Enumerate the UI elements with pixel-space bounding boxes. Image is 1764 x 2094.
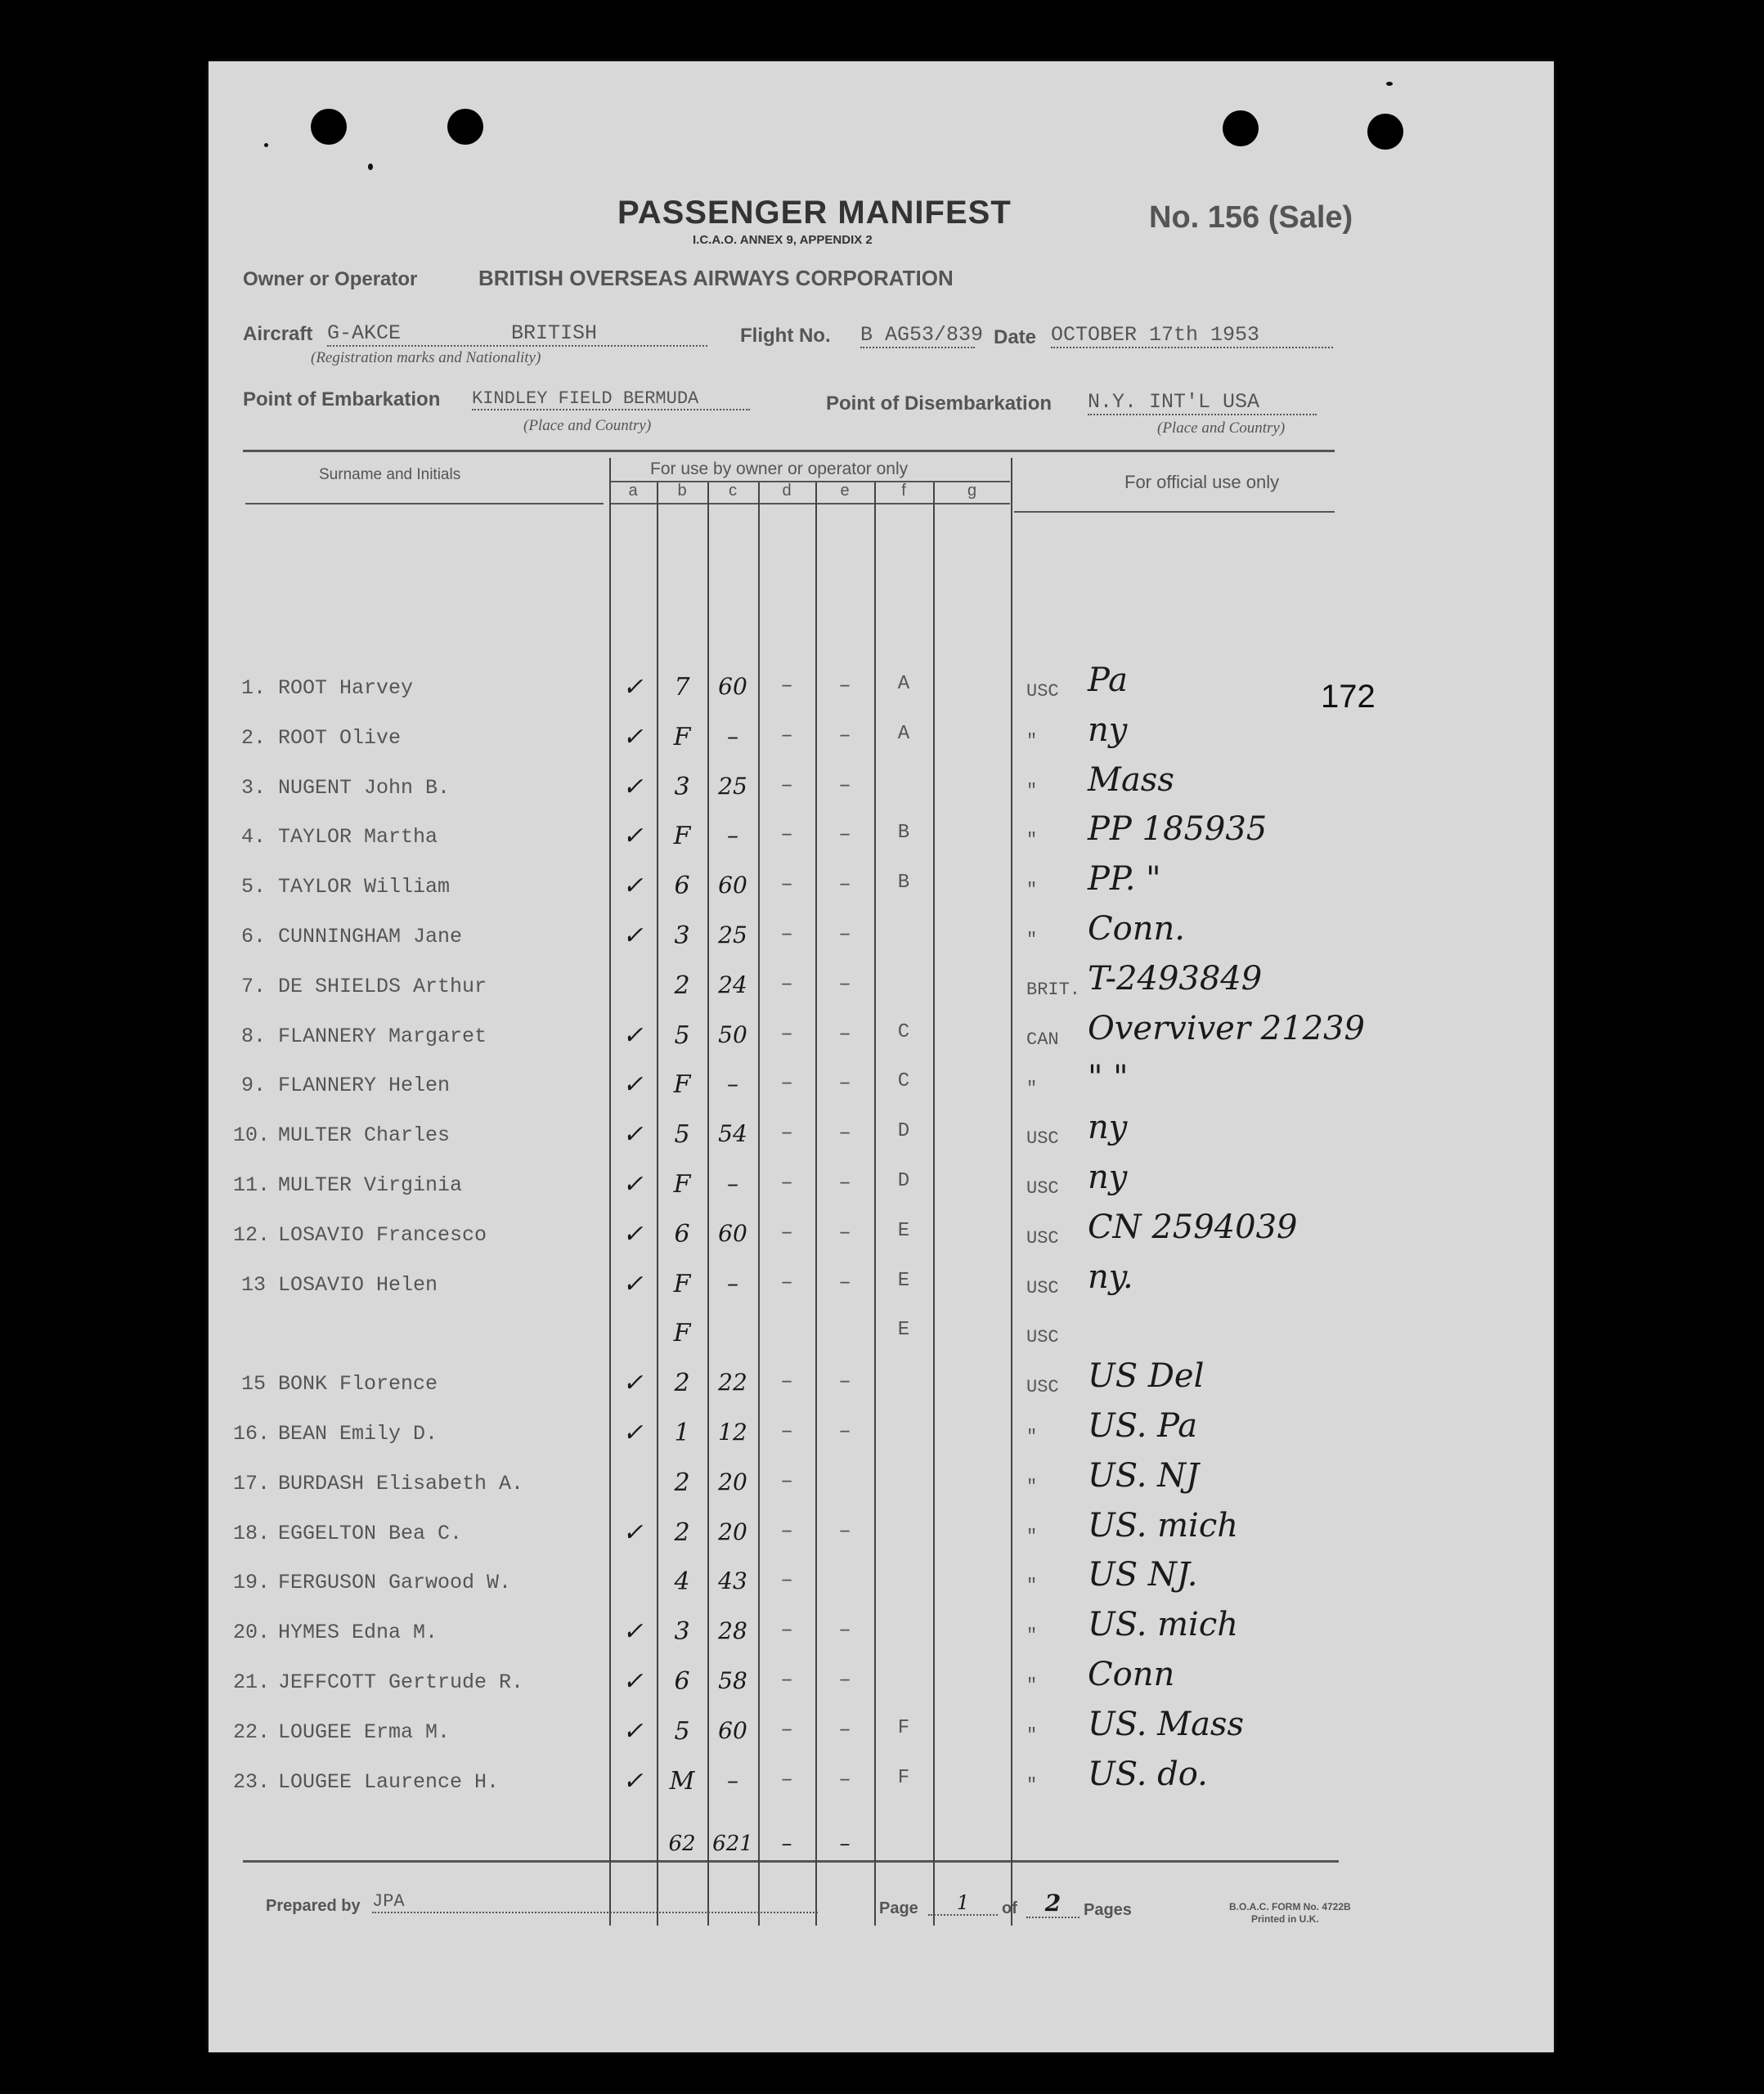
cell-e: –: [838, 723, 851, 747]
nationality-code: ": [1026, 1675, 1038, 1696]
cell-a: ✓: [622, 1021, 644, 1050]
flight-label: Flight No.: [740, 325, 831, 347]
nationality-code: ": [1026, 1576, 1038, 1596]
nationality-code: ": [1026, 930, 1038, 950]
official-note: " ": [1088, 1059, 1129, 1096]
total-e: –: [839, 1832, 851, 1856]
cell-d: –: [780, 1170, 793, 1195]
cell-b: 5: [674, 1120, 690, 1149]
cell-e: –: [838, 773, 851, 797]
nationality-code: ": [1026, 830, 1038, 850]
disembark-value: N.Y. INT'L USA: [1088, 390, 1317, 415]
cell-c: 28: [718, 1617, 747, 1644]
cell-f: B: [897, 872, 910, 894]
row-number: 4.: [241, 825, 267, 849]
cell-f: F: [897, 1767, 910, 1789]
cell-b: 5: [674, 1021, 690, 1050]
cell-d: –: [780, 971, 793, 996]
official-note: Conn.: [1088, 910, 1185, 948]
nationality-code: USC: [1026, 1178, 1059, 1199]
official-note: Pa: [1088, 661, 1128, 699]
embark-label: Point of Embarkation: [243, 388, 441, 410]
cell-e: –: [838, 1021, 851, 1046]
passenger-name: HYMES Edna M.: [278, 1621, 438, 1644]
cell-a: ✓: [622, 1120, 644, 1149]
date-value: OCTOBER 17th 1953: [1051, 323, 1333, 348]
prepared-value: JPA: [372, 1891, 818, 1913]
row-number: 7.: [241, 975, 267, 998]
cell-c: 60: [718, 673, 747, 700]
row-number: 22.: [233, 1720, 271, 1744]
cell-b: 3: [674, 1617, 690, 1646]
cell-d: –: [780, 822, 793, 846]
passenger-name: NUGENT John B.: [278, 776, 451, 800]
nationality-code: USC: [1026, 1128, 1059, 1149]
cell-b: 2: [674, 1369, 690, 1397]
passenger-name: LOSAVIO Francesco: [278, 1223, 487, 1247]
official-note: Overviver 21239: [1088, 1010, 1365, 1047]
cell-f: C: [897, 1070, 910, 1092]
cell-c: –: [727, 822, 738, 849]
passenger-name: EGGELTON Bea C.: [278, 1522, 463, 1545]
page-subtitle: I.C.A.O. ANNEX 9, APPENDIX 2: [693, 233, 873, 247]
cell-a: ✓: [622, 673, 644, 702]
cell-a: ✓: [622, 1419, 644, 1447]
passenger-name: ROOT Olive: [278, 726, 402, 750]
cell-d: –: [780, 1617, 793, 1642]
official-note: PP. ": [1088, 860, 1161, 898]
cell-d: –: [780, 1567, 793, 1592]
cell-e: –: [838, 872, 851, 896]
cell-b: 7: [674, 673, 690, 702]
cell-b: F: [673, 822, 691, 850]
column-rule: [758, 482, 760, 1926]
cell-f: E: [897, 1270, 910, 1292]
row-number: 3.: [241, 776, 267, 800]
passenger-name: FLANNERY Margaret: [278, 1025, 487, 1048]
official-note: US Del: [1088, 1357, 1205, 1395]
cell-f: B: [897, 822, 910, 844]
cell-c: –: [727, 1070, 738, 1097]
cell-c: 25: [718, 921, 747, 948]
column-rule: [815, 482, 817, 1926]
row-number: 15: [241, 1372, 267, 1396]
cell-d: –: [780, 1518, 793, 1543]
cell-e: –: [838, 971, 851, 996]
cell-e: –: [838, 1369, 851, 1393]
surname-header: Surname and Initials: [319, 466, 461, 483]
disembark-caption: (Place and Country): [1157, 419, 1286, 437]
cell-b: 6: [674, 1220, 690, 1249]
cell-b: F: [673, 723, 691, 751]
prepared-label: Prepared by: [266, 1897, 361, 1915]
cell-e: –: [838, 822, 851, 846]
column-rule: [874, 482, 876, 1926]
official-note: Mass: [1088, 761, 1174, 799]
cell-b: 5: [674, 1717, 690, 1746]
cell-f: C: [897, 1021, 910, 1043]
manifest-sheet: [209, 61, 1554, 2052]
official-note: CN 2594039: [1088, 1208, 1298, 1246]
passenger-name: BURDASH Elisabeth A.: [278, 1472, 524, 1495]
aircraft-value: [327, 321, 707, 347]
cell-e: –: [838, 1419, 851, 1443]
cell-d: –: [780, 1468, 793, 1493]
table-top-rule: [243, 450, 1335, 452]
passenger-name: LOUGEE Erma M.: [278, 1720, 451, 1744]
cell-a: ✓: [622, 1518, 644, 1547]
row-number: 13: [241, 1273, 267, 1297]
cell-e: –: [838, 1120, 851, 1145]
cell-c: 22: [718, 1369, 747, 1396]
cell-a: ✓: [622, 1717, 644, 1746]
cell-c: –: [727, 1270, 738, 1297]
row-number: 16.: [233, 1422, 271, 1446]
cell-f: F: [897, 1717, 910, 1739]
official-note: US NJ.: [1088, 1556, 1198, 1594]
of-label: of: [1002, 1899, 1017, 1917]
of-value: 2: [1026, 1890, 1079, 1918]
official-header: For official use only: [1124, 472, 1280, 492]
nationality-code: ": [1026, 1078, 1038, 1099]
cell-e: –: [838, 1767, 851, 1791]
cell-c: 20: [718, 1518, 747, 1545]
cell-a: ✓: [622, 773, 644, 801]
row-number: 2.: [241, 726, 267, 750]
column-header-a: a: [628, 482, 638, 500]
cell-e: –: [838, 673, 851, 697]
row-number: 9.: [241, 1074, 267, 1097]
cell-a: ✓: [622, 1617, 644, 1646]
aircraft-registration: G-AKCE: [327, 321, 402, 345]
punch-hole: [447, 109, 483, 145]
row-number: 18.: [233, 1522, 271, 1545]
nationality-code: ": [1026, 781, 1038, 801]
cell-c: 20: [718, 1468, 747, 1495]
row-number: 6.: [241, 925, 267, 948]
total-c: 621: [712, 1832, 753, 1856]
nationality-code: ": [1026, 1625, 1038, 1646]
nationality-code: BRIT.: [1026, 980, 1081, 1000]
cell-c: 50: [718, 1021, 747, 1048]
row-number: 8.: [241, 1025, 267, 1048]
cell-b: 3: [674, 921, 690, 950]
nationality-code: ": [1026, 1775, 1038, 1796]
cell-d: –: [780, 1120, 793, 1145]
official-note: ny: [1088, 711, 1128, 749]
row-number: 5.: [241, 875, 267, 899]
row-number: 12.: [233, 1223, 271, 1247]
date-label: Date: [994, 326, 1037, 348]
official-note: PP 185935: [1088, 810, 1268, 848]
cell-e: –: [838, 1717, 851, 1742]
column-header-e: e: [840, 482, 850, 500]
cell-b: 2: [674, 971, 690, 1000]
cell-f: D: [897, 1170, 910, 1192]
cell-c: –: [727, 1767, 738, 1794]
passenger-name: DE SHIELDS Arthur: [278, 975, 487, 998]
cell-b: 6: [674, 1667, 690, 1696]
cell-a: ✓: [622, 1270, 644, 1298]
page-label: Page: [879, 1899, 918, 1917]
cell-c: 12: [718, 1419, 747, 1446]
official-note: US. NJ: [1088, 1457, 1200, 1495]
cell-b: F: [673, 1170, 691, 1199]
cell-b: 6: [674, 872, 690, 900]
embark-value: KINDLEY FIELD BERMUDA: [472, 388, 750, 410]
cell-b: 2: [674, 1468, 690, 1497]
passenger-name: FERGUSON Garwood W.: [278, 1571, 512, 1594]
cell-e: –: [838, 1220, 851, 1244]
cell-d: –: [780, 773, 793, 797]
official-note: US. mich: [1088, 1507, 1239, 1545]
column-header-c: c: [729, 482, 737, 500]
row-number: 11.: [233, 1173, 271, 1197]
passenger-name: ROOT Harvey: [278, 676, 414, 700]
cell-e: –: [838, 1270, 851, 1294]
official-note: US. do.: [1088, 1755, 1208, 1793]
cell-d: –: [780, 872, 793, 896]
speck: [368, 164, 373, 170]
column-header-f: f: [901, 482, 906, 500]
cell-a: ✓: [622, 872, 644, 900]
cell-f: D: [897, 1120, 910, 1142]
surname-underline: [245, 503, 604, 504]
cell-b: F: [673, 1319, 691, 1347]
speck: [1386, 82, 1393, 86]
total-d: –: [781, 1832, 792, 1856]
passenger-name: TAYLOR Martha: [278, 825, 438, 849]
punch-hole: [311, 109, 347, 145]
official-note: ny.: [1088, 1258, 1133, 1296]
passenger-name: TAYLOR William: [278, 875, 451, 899]
nationality-code: ": [1026, 1477, 1038, 1497]
nationality-code: USC: [1026, 681, 1059, 702]
nationality-code: ": [1026, 731, 1038, 751]
official-note: Conn: [1088, 1656, 1175, 1693]
cell-c: 24: [718, 971, 747, 998]
cell-d: –: [780, 1220, 793, 1244]
official-note: T-2493849: [1088, 960, 1263, 998]
passenger-name: JEFFCOTT Gertrude R.: [278, 1670, 524, 1694]
cell-e: –: [838, 1170, 851, 1195]
cell-b: 3: [674, 773, 690, 801]
cell-c: 43: [718, 1567, 747, 1594]
cell-d: –: [780, 1369, 793, 1393]
cell-f: A: [897, 723, 910, 745]
nationality-code: ": [1026, 880, 1038, 900]
passenger-name: MULTER Virginia: [278, 1173, 463, 1197]
cell-c: 60: [718, 1717, 747, 1744]
cell-d: –: [780, 1717, 793, 1742]
nationality-code: ": [1026, 1527, 1038, 1547]
cell-f: E: [897, 1220, 910, 1242]
punch-hole: [1223, 110, 1259, 146]
cell-a: ✓: [622, 921, 644, 950]
cell-d: –: [780, 921, 793, 946]
pages-label: Pages: [1084, 1901, 1132, 1919]
cell-d: –: [780, 1021, 793, 1046]
column-rule: [933, 482, 935, 1926]
margin-note: 172: [1321, 679, 1376, 715]
nationality-code: ": [1026, 1725, 1038, 1746]
row-number: 10.: [233, 1123, 271, 1147]
flight-value: B AG53/839: [860, 323, 984, 347]
cell-c: –: [727, 723, 738, 750]
column-header-d: d: [782, 482, 792, 500]
official-underline: [1014, 511, 1335, 513]
nationality-code: USC: [1026, 1377, 1059, 1397]
cell-d: –: [780, 1419, 793, 1443]
official-note: US. Pa: [1088, 1407, 1198, 1445]
passenger-name: BONK Florence: [278, 1372, 438, 1396]
cell-e: –: [838, 1070, 851, 1095]
punch-hole: [1367, 114, 1403, 150]
passenger-name: BEAN Emily D.: [278, 1422, 438, 1446]
cell-c: 25: [718, 773, 747, 800]
cell-e: –: [838, 921, 851, 946]
printed-in: Printed in U.K.: [1251, 1913, 1319, 1925]
nationality-code: USC: [1026, 1228, 1059, 1249]
nationality-code: ": [1026, 1427, 1038, 1447]
aircraft-label: Aircraft: [243, 323, 313, 345]
cell-e: –: [838, 1518, 851, 1543]
cell-b: M: [669, 1767, 695, 1796]
row-number: 19.: [233, 1571, 271, 1594]
cell-f: E: [897, 1319, 910, 1341]
row-number: 23.: [233, 1770, 271, 1794]
row-number: 20.: [233, 1621, 271, 1644]
cell-d: –: [780, 1270, 793, 1294]
disembark-label: Point of Disembarkation: [826, 392, 1053, 415]
manifest-number: No. 156 (Sale): [1149, 200, 1353, 235]
passenger-name: LOSAVIO Helen: [278, 1273, 438, 1297]
embark-caption: (Place and Country): [523, 417, 652, 434]
passenger-name: LOUGEE Laurence H.: [278, 1770, 500, 1794]
passenger-name: CUNNINGHAM Jane: [278, 925, 463, 948]
nationality-code: USC: [1026, 1278, 1059, 1298]
cell-b: 4: [674, 1567, 690, 1596]
official-note: US. mich: [1088, 1606, 1239, 1643]
cell-a: ✓: [622, 723, 644, 751]
row-number: 1.: [241, 676, 267, 700]
cell-b: 2: [674, 1518, 690, 1547]
total-b: 62: [668, 1832, 696, 1856]
cell-e: –: [838, 1667, 851, 1692]
columns-rule: [609, 503, 1010, 504]
cell-c: 58: [718, 1667, 747, 1694]
aircraft-nationality: BRITISH: [511, 321, 598, 345]
owner-label: Owner or Operator: [243, 268, 418, 290]
form-number: B.O.A.C. FORM No. 4722B: [1229, 1901, 1351, 1912]
cell-a: ✓: [622, 1369, 644, 1397]
row-number: 17.: [233, 1472, 271, 1495]
nationality-code: USC: [1026, 1327, 1059, 1347]
passenger-name: MULTER Charles: [278, 1123, 451, 1147]
page-title: PASSENGER MANIFEST: [617, 195, 1012, 231]
row-number: 21.: [233, 1670, 271, 1694]
page-value: 1: [928, 1891, 998, 1916]
column-rule: [1011, 458, 1012, 1926]
cell-d: –: [780, 1070, 793, 1095]
speck: [264, 143, 268, 147]
aircraft-caption: (Registration marks and Nationality): [311, 349, 541, 366]
passenger-name: FLANNERY Helen: [278, 1074, 451, 1097]
cell-a: ✓: [622, 1667, 644, 1696]
official-note: ny: [1088, 1159, 1128, 1196]
cell-a: ✓: [622, 1170, 644, 1199]
column-header-g: g: [967, 482, 977, 500]
operator-header: For use by owner or operator only: [650, 460, 909, 478]
cell-f: A: [897, 673, 910, 695]
cell-e: –: [838, 1617, 851, 1642]
cell-a: ✓: [622, 1220, 644, 1249]
cell-d: –: [780, 723, 793, 747]
owner-value: BRITISH OVERSEAS AIRWAYS CORPORATION: [478, 266, 954, 290]
cell-b: F: [673, 1070, 691, 1099]
cell-d: –: [780, 1767, 793, 1791]
official-note: US. Mass: [1088, 1706, 1244, 1743]
cell-a: ✓: [622, 1070, 644, 1099]
cell-c: 54: [718, 1120, 747, 1147]
cell-d: –: [780, 673, 793, 697]
table-bottom-rule: [243, 1860, 1339, 1863]
official-note: ny: [1088, 1109, 1128, 1146]
cell-c: 60: [718, 1220, 747, 1247]
cell-b: F: [673, 1270, 691, 1298]
cell-b: 1: [674, 1419, 690, 1447]
nationality-code: CAN: [1026, 1029, 1059, 1050]
cell-d: –: [780, 1667, 793, 1692]
cell-a: ✓: [622, 822, 644, 850]
cell-c: –: [727, 1170, 738, 1197]
cell-c: 60: [718, 872, 747, 899]
cell-a: ✓: [622, 1767, 644, 1796]
column-header-b: b: [677, 482, 687, 500]
